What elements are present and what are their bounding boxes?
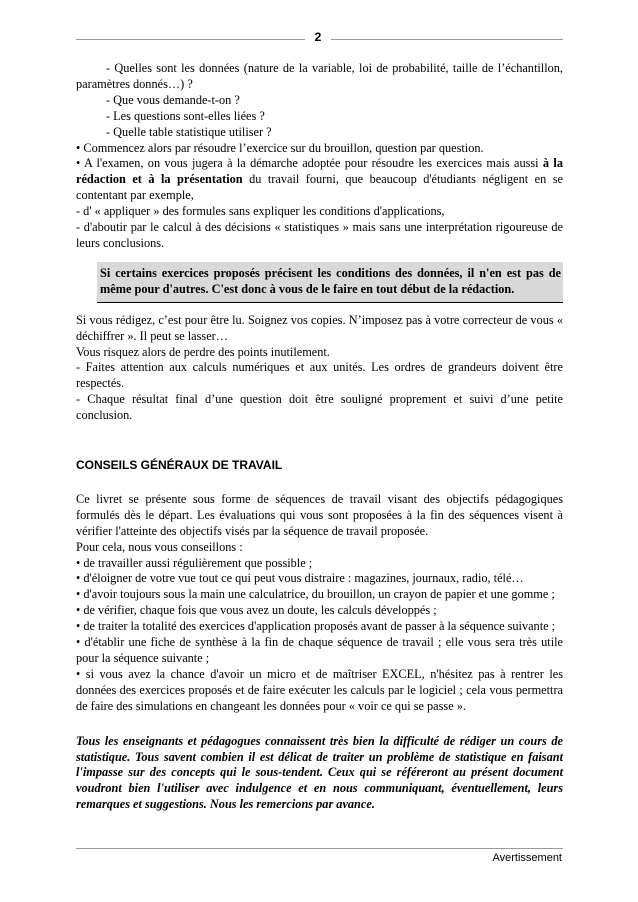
intro-exam xyxy=(76,156,563,204)
intro-exam-bold: à la rédaction et à la présentation xyxy=(76,156,563,187)
question-asked: - Que vous demande-t-on ? xyxy=(106,92,240,107)
header-rule-left xyxy=(76,39,305,40)
intro-draft: • Commencez alors par résoudre l’exercice sur du brouillon, question par question. xyxy=(76,140,484,155)
intro-exam-start: • A l'examen, on vous jugera à la démarche adoptée pour résoudre les exercices mais aussi xyxy=(76,156,543,171)
section-title: CONSEILS GÉNÉRAUX DE TRAVAIL xyxy=(76,458,283,473)
advice-points: Vous risquez alors de perdre des points inutilement. xyxy=(76,344,330,359)
closing-text: Tous les enseignants et pédagogues connaissent très bien la difficulté de rédiger un cours de statistique. Tous savent combien il est délicat de traiter un problème de statistique en faisant l'impasse sur des concepts qui le sous-tendent. Ceux qui se référeront au présent document voudront bien l'utiliser avec indulgence et en nous communiquant, éventuellement, leurs remarques et suggestions. Nous les remercions par avance. xyxy=(76,733,563,812)
advice-readable: Si vous rédigez, c’est pour être lu. Soignez vos copies. N’imposez pas à votre correcteur de vous « déchiffrer ». Il peut se lasser… xyxy=(76,312,563,343)
advice-bullet-regular: • de travailler aussi régulièrement que possible ; xyxy=(76,555,313,570)
question-data: - Quelles sont les données (nature de la variable, loi de probabilité, taille de l’échantillon, paramètres donnés…) ? xyxy=(76,61,563,91)
header-rule-right xyxy=(331,39,563,40)
advice-bullet-distractions: • d'éloigner de votre vue tout ce qui peut vous distraire : magazines, journaux, radio, télé… xyxy=(76,571,524,586)
intro-apply: - d' « appliquer » des formules sans expliquer les conditions d'applications, xyxy=(76,204,445,219)
advice-units: - Faites attention aux calculs numériques et aux unités. Les ordres de grandeurs doivent être respectés. xyxy=(76,360,563,391)
advice-bullet-excel: • si vous avez la chance d'avoir un micro et de maîtriser EXCEL, n'hésitez pas à rentrer les données des exercices proposés et de faire exécuter les calculs par le logiciel ; cela vous permettra de faire des simulations en changeant les données pour « voir ce qui se passe ». xyxy=(76,666,563,713)
footer-label: Avertissement xyxy=(492,852,562,864)
advice-bullet-summary: • d'établir une fiche de synthèse à la fin de chaque séquence de travail ; elle vous sera très utile pour la séquence suivante ; xyxy=(76,635,563,665)
footer-rule xyxy=(76,848,563,849)
section-intro: Ce livret se présente sous forme de séquences de travail visant des objectifs pédagogiques formulés dès le départ. Les évaluations qui vous sont proposées à la fin des séquences visent à vérifier l'atteinte des objectifs visés par la séquence de travail proposée. xyxy=(76,491,563,538)
page-content xyxy=(76,61,563,813)
intro-exam-end: du travail fourni, que beaucoup d'étudiants négligent en se contentant par exemple, xyxy=(76,172,563,203)
highlight-box xyxy=(97,262,563,302)
advice-bullet-verify: • de vérifier, chaque fois que vous avez un doute, les calculs développés ; xyxy=(76,603,437,618)
page-number: 2 xyxy=(314,30,322,44)
highlight-text: Si certains exercices proposés précisent les conditions des données, il n'en est pas de même pour d'autres. C'est donc à vous de le faire en tout début de la rédaction. xyxy=(100,265,561,296)
question-table: - Quelle table statistique utiliser ? xyxy=(106,124,272,139)
advice-bullet-tools: • d'avoir toujours sous la main une calculatrice, du brouillon, un crayon de papier et une gomme ; xyxy=(76,587,555,602)
advice-conclusion: - Chaque résultat final d’une question doit être souligné proprement et suivi d’une petite conclusion. xyxy=(76,392,563,423)
question-linked: - Les questions sont-elles liées ? xyxy=(106,108,265,123)
section-advice-lead: Pour cela, nous vous conseillons : xyxy=(76,539,243,554)
closing-note xyxy=(76,734,563,814)
advice-bullet-exercises: • de traiter la totalité des exercices d'application proposés avant de passer à la séquence suivante ; xyxy=(76,619,556,634)
intro-conclude: - d'aboutir par le calcul à des décisions « statistiques » mais sans une interprétation rigoureuse de leurs conclusions. xyxy=(76,220,563,250)
